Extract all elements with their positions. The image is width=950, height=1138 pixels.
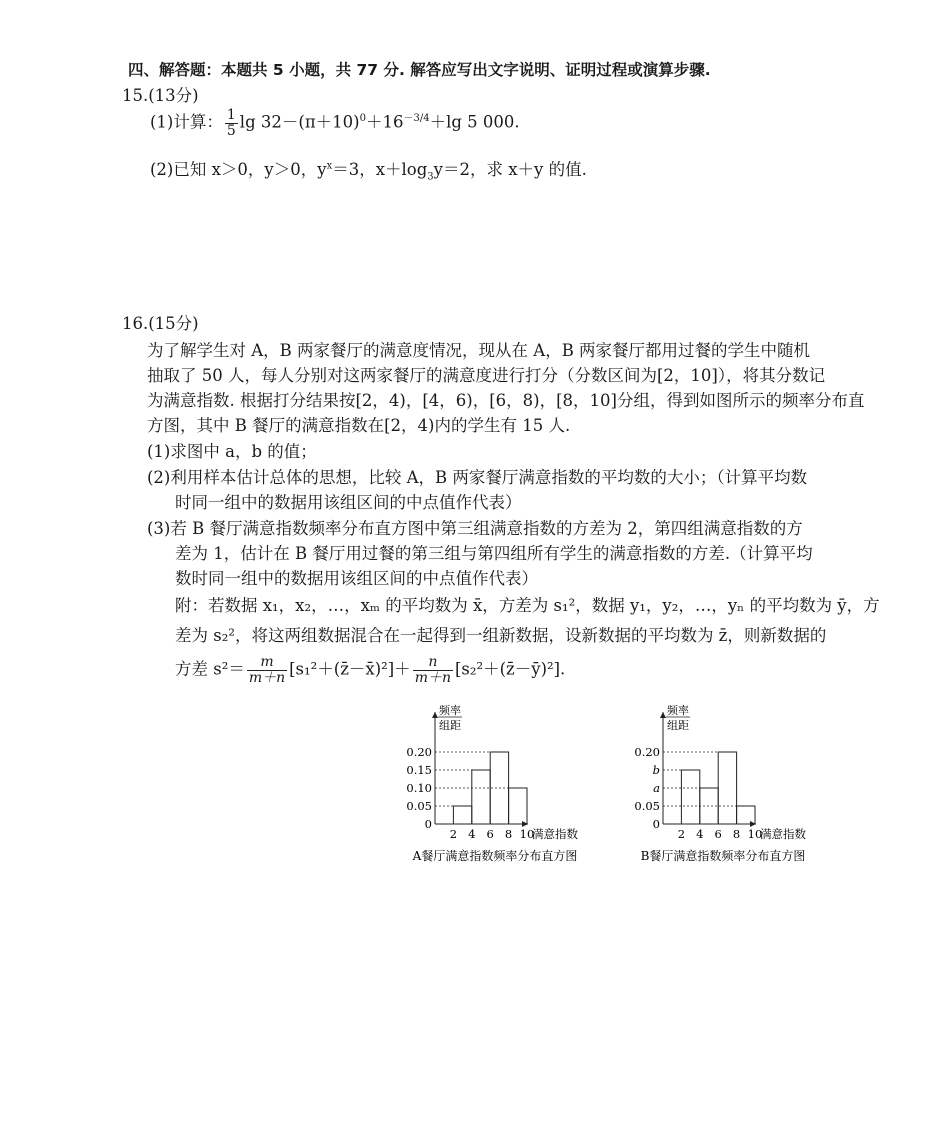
- q16-note-2: 差为 s₂²，将这两组数据混合在一起得到一组新数据，设新数据的平均数为 z̄，则新数据的: [175, 626, 827, 645]
- hist-a-y-tick-label: 0.20: [406, 745, 432, 759]
- hist-b-y-arrow-icon: [660, 712, 666, 718]
- q15-expr-c: ＋lg 5 000.: [429, 112, 520, 132]
- hist-b-bar: [718, 752, 736, 824]
- q15-part2-a: (2)已知 x＞0，y＞0，y: [150, 160, 327, 179]
- hist-a-y-tick-label: 0.10: [406, 781, 432, 795]
- hist-a-x-tick-label: 4: [468, 827, 476, 841]
- hist-a-bar: [453, 806, 471, 824]
- hist-b-y-tick-label: 0: [652, 817, 660, 831]
- q15-exp-neg: －: [403, 113, 414, 125]
- q16-intro-3: 为满意指数. 根据打分结果按[2，4)，[4，6)，[6，8)，[8，10]分组，得到如图所示的频率分布直: [147, 391, 865, 410]
- q15-exp-frac: －3/4: [403, 113, 430, 125]
- hist-b-x-tick-label: 8: [732, 827, 741, 841]
- hist-b-x-tick-label: 4: [696, 827, 704, 841]
- q16-note-1: 附：若数据 x₁，x₂，…，xₘ 的平均数为 x̄，方差为 s₁²，数据 y₁，y₂，…，yₙ 的平均数为 ȳ，方: [175, 596, 880, 615]
- histogram-b: [618, 700, 838, 870]
- q16-sub1: (1)求图中 a，b 的值；: [147, 442, 317, 461]
- hist-b-y-tick-label: 0.20: [634, 745, 660, 759]
- hist-b-x-tick-label: 2: [677, 827, 686, 841]
- q15-exp0: 0: [359, 113, 366, 125]
- formula-frac-1-den: m＋n: [248, 669, 286, 686]
- hist-b-xlabel: 满意指数: [760, 827, 806, 841]
- q15-exp-den: 4: [423, 113, 430, 125]
- hist-a-y-arrow-icon: [432, 712, 438, 718]
- q15-fraction: [225, 108, 238, 138]
- hist-a-bar: [472, 770, 490, 824]
- formula-body-2: [s₂²＋(z̄－ȳ)²].: [454, 659, 566, 679]
- formula-frac-1-num: m: [247, 655, 287, 671]
- hist-a-y-tick-label: 0: [424, 817, 432, 831]
- q15-exp-num: 3: [413, 113, 420, 125]
- q16-sub2-1: (2)利用样本估计总体的思想，比较 A，B 两家餐厅满意指数的平均数的大小；（计算平均数: [147, 468, 808, 487]
- q15-expr-b: ＋16: [365, 112, 404, 132]
- q15-number: 15.(13分): [122, 86, 199, 105]
- q15-part2: [150, 156, 587, 182]
- hist-b-x-tick-label: 6: [714, 827, 722, 841]
- section-header: 四、解答题：本题共 5 小题，共 77 分. 解答应写出文字说明、证明过程或演算步骤.: [128, 61, 711, 79]
- hist-b-y-tick-label: 0.05: [634, 799, 660, 813]
- q15-part2-b: ＝3，x＋log: [332, 160, 428, 179]
- hist-a-ylabel-num: 频率: [439, 704, 461, 717]
- q16-intro-1: 为了解学生对 A，B 两家餐厅的满意度情况，现从在 A，B 两家餐厅都用过餐的学生中随机: [147, 341, 811, 360]
- hist-a-x-tick-label: 8: [504, 827, 513, 841]
- q15-frac-num: 1: [226, 107, 236, 123]
- hist-a-y-tick-label: 0.05: [406, 799, 432, 813]
- q16-formula: [175, 655, 565, 685]
- hist-b-y-tick-label: b: [652, 763, 660, 777]
- q16-intro-4: 方图，其中 B 餐厅的满意指数在[2，4)内的学生有 15 人.: [147, 416, 571, 435]
- q15-part1-prefix: (1)计算：: [150, 112, 223, 132]
- hist-a-x-tick-label: 6: [486, 827, 494, 841]
- q16-number: 16.(15分): [122, 314, 199, 333]
- q15-part1: [150, 108, 520, 138]
- q16-intro-2: 抽取了 50 人，每人分别对这两家餐厅的满意度进行打分（分数区间为[2，10]），将其分数记: [147, 366, 826, 385]
- q16-sub2-2: 时同一组中的数据用该组区间的中点值作代表）: [175, 493, 522, 512]
- hist-b-x-tick-label: 10: [747, 827, 763, 841]
- hist-b-y-tick-label: a: [653, 781, 660, 795]
- q16-sub3-2: 差为 1，估计在 B 餐厅用过餐的第三组与第四组所有学生的满意指数的方差.（计算平均: [175, 544, 813, 563]
- formula-prefix: 方差 s²＝: [175, 659, 245, 679]
- histogram-a: [390, 700, 610, 870]
- formula-frac-1: [247, 655, 287, 685]
- hist-a-x-tick-label: 10: [519, 827, 535, 841]
- hist-a-bar: [509, 788, 527, 824]
- q16-sub3-3: 数时同一组中的数据用该组区间的中点值作代表）: [175, 569, 538, 588]
- formula-frac-2-num: n: [413, 655, 453, 671]
- hist-b-caption: B餐厅满意指数频率分布直方图: [640, 849, 806, 863]
- hist-a-y-tick-label: 0.15: [406, 763, 432, 777]
- q15-part2-sup: x: [326, 160, 333, 172]
- hist-a-caption: A餐厅满意指数频率分布直方图: [412, 849, 578, 863]
- q15-expr-a: lg 32－(π＋10): [239, 112, 360, 132]
- q15-part2-sub: 3: [427, 171, 434, 183]
- formula-frac-2-den: m＋n: [414, 669, 451, 686]
- hist-b-ylabel-den: 组距: [667, 719, 689, 732]
- hist-a-xlabel: 满意指数: [532, 827, 578, 841]
- hist-b-bar: [681, 770, 699, 824]
- formula-frac-2: [413, 655, 453, 685]
- q16-sub3-1: (3)若 B 餐厅满意指数频率分布直方图中第三组满意指数的方差为 2，第四组满意指数的方: [147, 519, 803, 538]
- hist-a-x-tick-label: 2: [449, 827, 458, 841]
- hist-a-ylabel-den: 组距: [439, 719, 461, 732]
- hist-b-bar: [737, 806, 755, 824]
- q15-frac-den: 5: [226, 122, 236, 139]
- q15-part2-c: y＝2，求 x＋y 的值.: [433, 160, 587, 179]
- hist-b-ylabel-num: 频率: [667, 704, 689, 717]
- formula-body-1: [s₁²＋(z̄－x̄)²]＋: [289, 659, 411, 679]
